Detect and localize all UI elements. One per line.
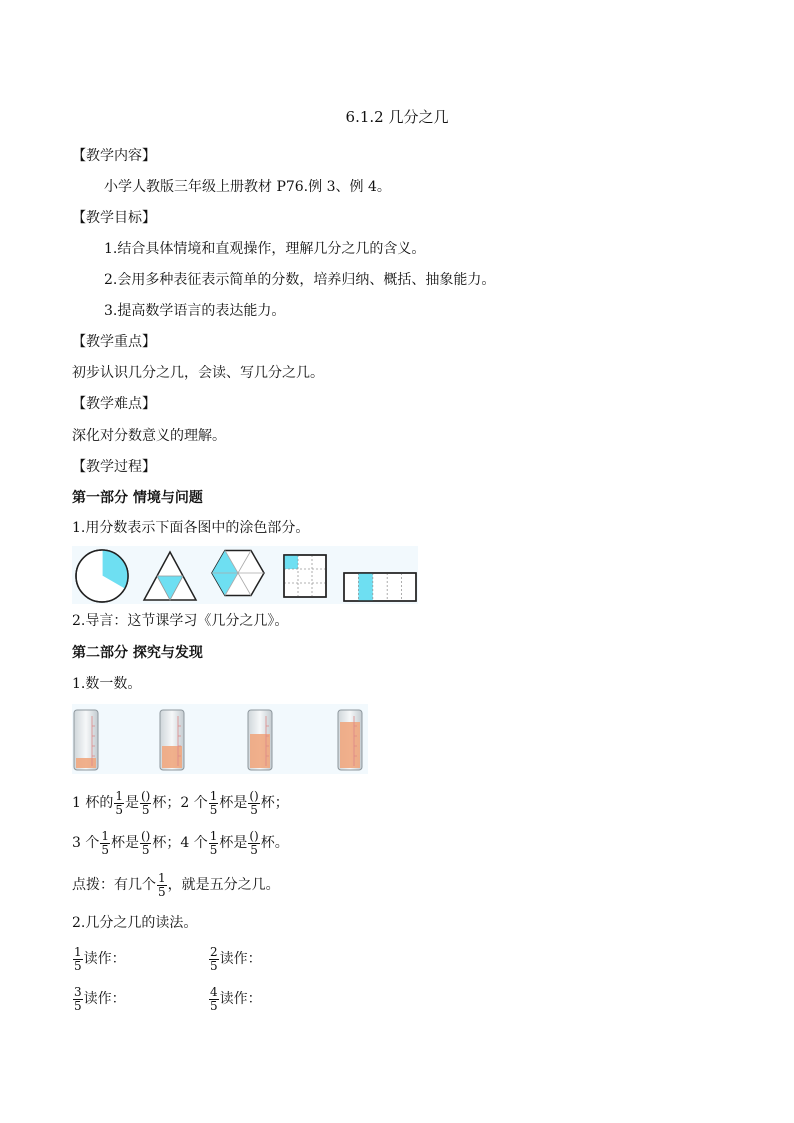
fraction-blank: $\frac{()}{5}$ [249, 828, 259, 857]
read-item-1: $\frac{1}{5}$ 读作： [74, 944, 126, 973]
content-heading: 【教学内容】 [72, 148, 156, 164]
fraction-blank: $\frac{()}{5}$ [141, 828, 151, 857]
key-points-heading: 【教学重点】 [72, 334, 156, 350]
fraction-blank: $\frac{()}{5}$ [141, 788, 151, 817]
key-points-text: 初步认识几分之几，会读、写几分之几。 [72, 365, 324, 381]
goal-item-2: 2.会用多种表征表示简单的分数，培养归纳、概括、抽象能力。 [104, 272, 496, 288]
part1-question-2: 2.导言：这节课学习《几分之几》。 [72, 613, 289, 629]
fraction-one-fifth: $\frac{1}{5}$ [101, 828, 109, 857]
read-item-3: $\frac{3}{5}$ 读作： [74, 984, 126, 1013]
cup-3-fifths [248, 710, 272, 770]
part2-question-2: 2.几分之几的读法。 [72, 915, 198, 931]
cup-2-fifths [160, 710, 184, 770]
cup-fraction-row-2: 3 个 $\frac{1}{5}$ 杯是 $\frac{()}{5}$ 杯；4 个 $\frac{1}{5}$ 杯是 $\frac{()}{5}$ 杯。 [72, 828, 289, 857]
read-item-4: $\frac{4}{5}$ 读作： [210, 984, 262, 1013]
difficulties-heading: 【教学难点】 [72, 396, 156, 412]
fraction-one-fifth: $\frac{1}{5}$ [209, 788, 218, 817]
content-text: 小学人教版三年级上册教材 P76.例 3、例 4。 [104, 179, 391, 195]
read-item-2: $\frac{2}{5}$ 读作： [210, 944, 262, 973]
fraction-one-fifth: $\frac{1}{5}$ [115, 788, 123, 817]
part1-heading: 第一部分 情境与问题 [72, 490, 203, 506]
difficulties-text: 深化对分数意义的理解。 [72, 428, 226, 444]
page-title: 6.1.2 几分之几 [345, 108, 449, 126]
fraction-one-fifth: $\frac{1}{5}$ [209, 828, 218, 857]
goals-heading: 【教学目标】 [72, 210, 156, 226]
cup-fraction-row-1: 1 杯的 $\frac{1}{5}$ 是 $\frac{()}{5}$ 杯；2 个 $\frac{1}{5}$ 杯是 $\frac{()}{5}$ 杯； [72, 788, 289, 817]
cup-4-fifths [338, 710, 362, 770]
part1-question-1: 1.用分数表示下面各图中的涂色部分。 [72, 520, 310, 536]
goal-item-1: 1.结合具体情境和直观操作，理解几分之几的含义。 [104, 241, 426, 257]
shapes-figure [72, 546, 418, 604]
fraction-one-fifth: $\frac{1}{5}$ [158, 870, 166, 899]
strip-shape [344, 573, 416, 601]
triangle-shape [144, 552, 196, 600]
part2-heading: 第二部分 探究与发现 [72, 645, 203, 661]
circle-shape [76, 550, 128, 602]
hexagon-shape [212, 551, 264, 596]
fraction-blank: $\frac{()}{5}$ [249, 788, 259, 817]
part2-question-1: 1.数一数。 [72, 676, 142, 692]
hint-line: 点拨：有几个 $\frac{1}{5}$ ，就是五分之几。 [72, 870, 280, 899]
process-heading: 【教学过程】 [72, 459, 156, 475]
cups-figure [72, 704, 368, 774]
goal-item-3: 3.提高数学语言的表达能力。 [104, 303, 286, 319]
cup-1-fifth [74, 710, 98, 770]
grid-square-shape [284, 555, 326, 597]
